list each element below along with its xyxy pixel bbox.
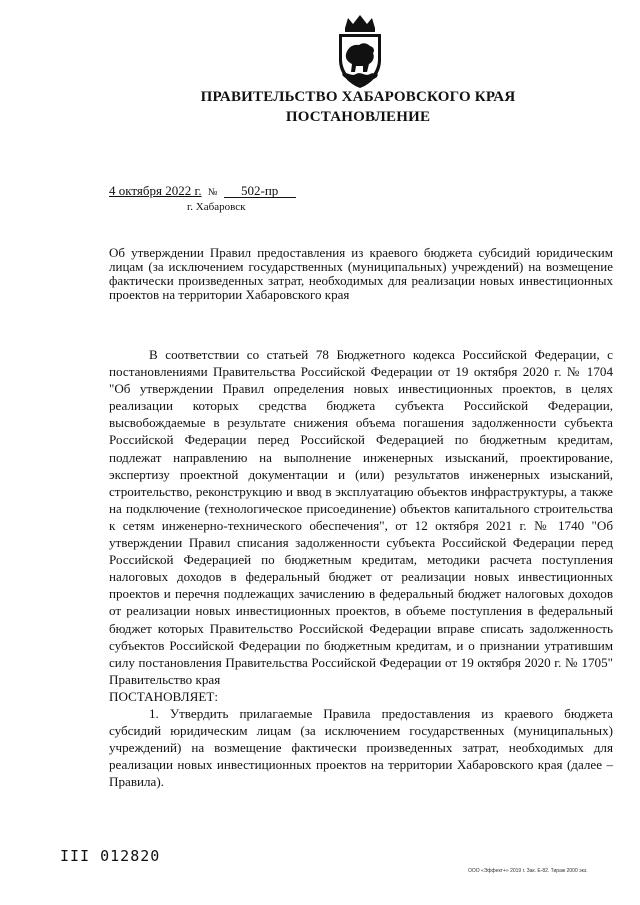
doc-body <box>109 346 613 790</box>
doc-city: г. Хабаровск <box>187 201 246 213</box>
form-serial-number: III 012820 <box>60 847 161 865</box>
coat-of-arms-icon <box>333 14 387 90</box>
preamble-paragraph: В соответствии со статьей 78 Бюджетного кодекса Российской Федерации, с постановлениями Правительства Российской Федерации от 19 октября 2020 г. № 1704 "Об утверждении Правил определения новых инвестиционных проектов, в целях реализации которых средства бюджета субъекта Российской Федерации, высвобождаемые в результате снижения объема погашения задолженности субъекта Российской Федерации перед Российской Федерацией по бюджетным кредитам, подлежат направлению на выполнение инженерных изысканий, проектирование, экспертизу проектной документации и (или) результатов инженерных изысканий, строительство, реконструкцию и ввод в эксплуатацию объектов инфраструктуры, а также на подключение (технологическое присоединение) объектов капитального строительства к сетям инженерно-технического обеспечения", от 12 октября 2021 г. № 1740 "Об утверждении Правил списания задолженности субъекта Российской Федерации перед Российской Федерацией по бюджетным кредитам, методики расчета поступления налоговых доходов в федеральный бюджет от реализации новых инвестиционных проектов и перечня подлежащих зачислению в федеральный бюджет налоговых доходов от реализации новых инвестиционных проектов, в объеме поступления в федеральный бюджет которых Правительство Российской Федерации вправе списать задолженность субъектов Российской Федерации по бюджетным кредитам, и о признании утратившим силу постановления Правительства Российской Федерации от 19 октября 2020 г. № 1705" Правительство края <box>109 347 613 687</box>
number-sign: № <box>207 187 218 198</box>
printer-imprint: ООО «Эффект+» 2019 г. Зак. Е-82. Тираж 2000 экз. <box>468 868 588 874</box>
doc-date: 4 октября 2022 г. <box>109 183 202 198</box>
doc-subject: Об утверждении Правил предоставления из краевого бюджета субсидий юридическим лицам (за исключением государственных (муниципальных) учреждений) на возмещение фактически произведенных затрат, необходимых для реализации новых инвестиционных проектов на территории Хабаровского края <box>109 245 613 302</box>
item-1-paragraph: 1. Утвердить прилагаемые Правила предоставления из краевого бюджета субсидий юридическим лицам (за исключением государственных (муниципальных) учреждений) на возмещение фактически произведенных затрат, необходимых для реализации новых инвестиционных проектов на территории Хабаровского края (далее – Правила). <box>109 705 613 790</box>
doc-type: ПОСТАНОВЛЕНИЕ <box>285 109 431 125</box>
doc-date-number <box>109 183 296 199</box>
org-name: ПРАВИТЕЛЬСТВО ХАБАРОВСКОГО КРАЯ <box>200 89 516 105</box>
doc-number: 502-пр <box>224 184 296 198</box>
resolve-heading: ПОСТАНОВЛЯЕТ: <box>109 688 219 704</box>
